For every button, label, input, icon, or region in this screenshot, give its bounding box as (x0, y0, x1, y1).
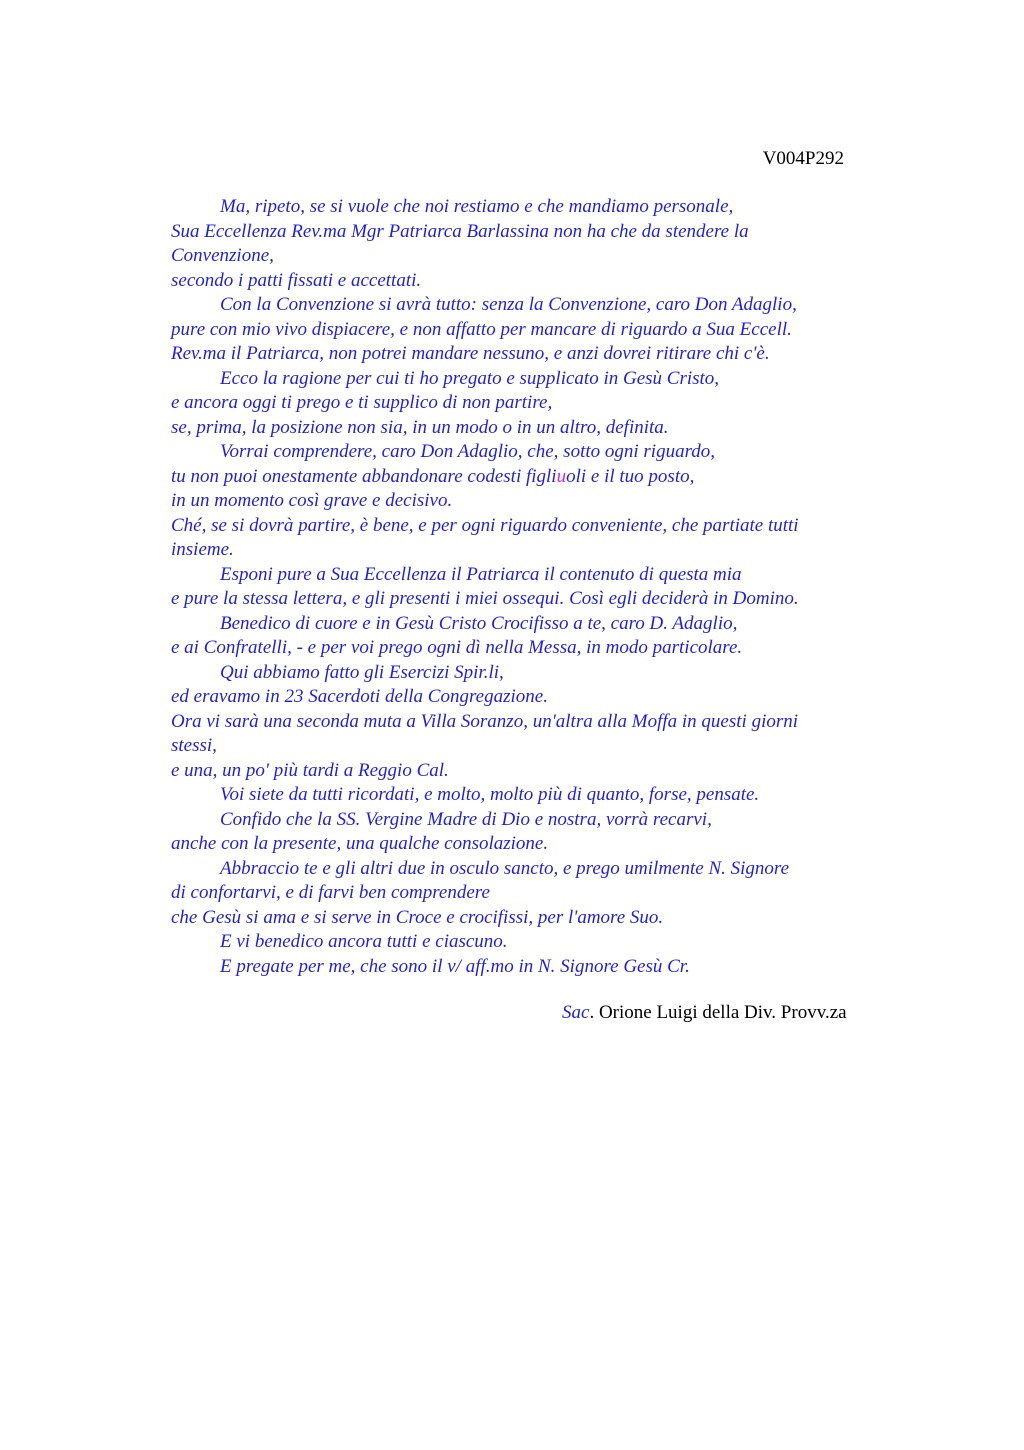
letter-line: Voi siete da tutti ricordati, e molto, molto più di quanto, forse, pensate. (220, 784, 760, 805)
letter-line: Rev.ma il Patriarca, non potrei mandare nessuno, e anzi dovrei ritirare chi c'è. (171, 343, 770, 364)
signature-name: . Orione Luigi della Div. Provv.za (589, 1002, 847, 1023)
letter-line (171, 465, 871, 490)
letter-line: che Gesù si ama e si serve in Croce e crocifissi, per l'amore Suo. (171, 906, 664, 928)
letter-line: Qui abbiamo fatto gli Esercizi Spir.li, (220, 661, 504, 683)
letter-line: in un momento così grave e decisivo. (171, 490, 453, 511)
letter-line: e una, un po' più tardi a Reggio Cal. (171, 759, 449, 781)
letter-line: se, prima, la posizione non sia, in un modo o in un altro, definita. (171, 416, 669, 438)
letter-line: anche con la presente, una qualche consolazione. (171, 833, 549, 854)
letter-line: Ché, se si dovrà partire, è bene, e per ogni riguardo conveniente, che partiate tutti (171, 514, 799, 536)
letter-line: Convenzione, (171, 245, 274, 266)
signature-prefix: Sac (562, 1002, 590, 1023)
letter-line: Esponi pure a Sua Eccellenza il Patriarca il contenuto di questa mia (220, 563, 742, 585)
letter-line: di confortarvi, e di farvi ben comprendere (171, 882, 490, 903)
letter-line: ed eravamo in 23 Sacerdoti della Congregazione. (171, 686, 548, 707)
letter-line: Benedico di cuore e in Gesù Cristo Crocifisso a te, caro D. Adaglio, (220, 612, 738, 634)
signature (562, 1002, 847, 1024)
letter-line-part: oli e il tuo posto, (566, 465, 695, 487)
letter-line: e ai Confratelli, - e per voi prego ogni dì nella Messa, in modo particolare. (171, 637, 743, 658)
letter-line: Ora vi sarà una seconda muta a Villa Soranzo, un'altra alla Moffa in questi giorni (171, 710, 799, 732)
letter-line: secondo i patti fissati e accettati. (171, 269, 422, 291)
letter-line: Abbraccio te e gli altri due in osculo sancto, e prego umilmente N. Signore (220, 857, 790, 879)
letter-line: stessi, (171, 735, 217, 756)
highlighted-letter: u (556, 465, 567, 487)
letter-line: Con la Convenzione si avrà tutto: senza la Convenzione, caro Don Adaglio, (220, 294, 797, 315)
letter-line: e ancora oggi ti prego e ti supplico di non partire, (171, 392, 553, 413)
letter-line: insieme. (171, 539, 234, 560)
page-code: V004P292 (762, 148, 844, 169)
letter-line: Ma, ripeto, se si vuole che noi restiamo e che mandiamo personale, (220, 196, 734, 217)
letter-line: Sua Eccellenza Rev.ma Mgr Patriarca Barlassina non ha che da stendere la (171, 220, 749, 242)
letter-line-part: tu non puoi onestamente abbandonare codesti figli (171, 465, 557, 487)
letter-line: Confido che la SS. Vergine Madre di Dio e nostra, vorrà recarvi, (220, 808, 712, 830)
letter-line: Ecco la ragione per cui ti ho pregato e supplicato in Gesù Cristo, (220, 367, 720, 389)
letter-body (171, 195, 871, 979)
letter-line: Vorrai comprendere, caro Don Adaglio, che, sotto ogni riguardo, (220, 441, 716, 462)
letter-line: pure con mio vivo dispiacere, e non affatto per mancare di riguardo a Sua Eccell. (171, 318, 792, 340)
letter-line: e pure la stessa lettera, e gli presenti i miei ossequi. Così egli deciderà in Domino. (171, 588, 799, 609)
letter-line: E pregate per me, che sono il v/ aff.mo in N. Signore Gesù Cr. (220, 955, 690, 977)
letter-line: E vi benedico ancora tutti e ciascuno. (220, 931, 508, 952)
